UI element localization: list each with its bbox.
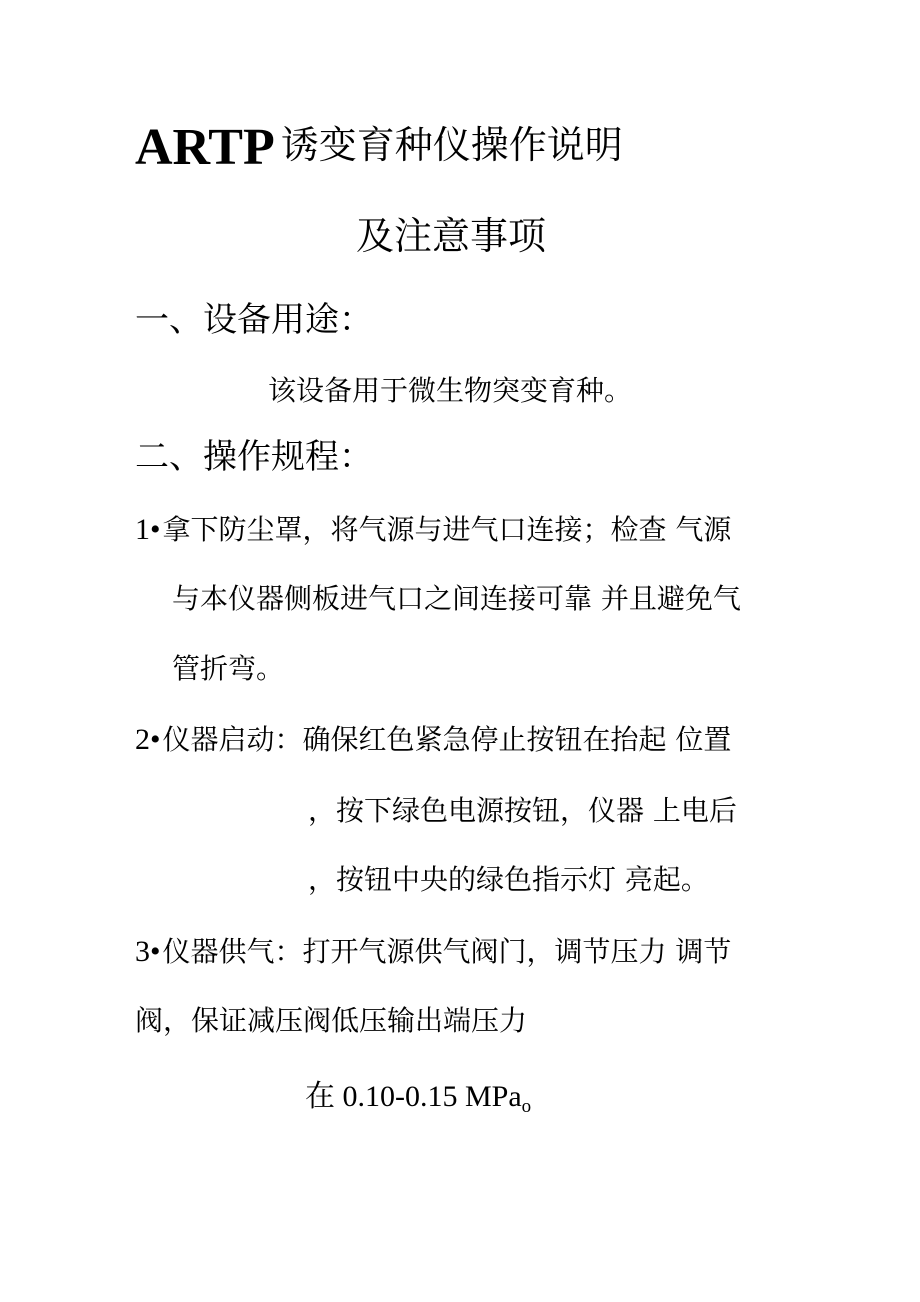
title-rest: 诱变育种仪操作说明 <box>280 123 623 167</box>
pressure-range <box>305 1082 531 1116</box>
step-3-text-1: 仪器供气：打开气源供气阀门，调节压力 调节 <box>162 935 732 968</box>
section-1-body: 该设备用于微生物突变育种。 <box>268 374 633 407</box>
document-title-line-2: 及注意事项 <box>356 214 547 258</box>
step-3-number: 3• <box>135 935 161 968</box>
step-1-text-1: 拿下防尘罩，将气源与进气口连接；检查 气源 <box>162 513 732 546</box>
section-2-heading: 二、操作规程： <box>135 437 373 477</box>
step-2-number: 2• <box>135 723 161 756</box>
step-1-line-3: 管折弯。 <box>172 652 285 685</box>
step-1-line-1 <box>135 515 731 545</box>
step-2-text-1: 仪器启动：确保红色紧急停止按钮在抬起 位置 <box>162 723 732 756</box>
pressure-range-text: 在 0.10-0.15 MPa <box>305 1080 522 1113</box>
step-2-line-3: ，按钮中央的绿色指示灯 亮起。 <box>308 863 709 896</box>
document-title-line-1 <box>135 119 623 176</box>
pressure-range-suffix: o <box>521 1096 532 1117</box>
step-3-line-2: 阀，保证减压阀低压输出端压力 <box>135 1004 528 1037</box>
step-2-line-1 <box>135 725 731 755</box>
step-1-line-2: 与本仪器侧板进气口之间连接可靠 并且避免气 <box>172 582 741 615</box>
step-3-line-1 <box>135 937 731 967</box>
title-latin: ARTP <box>135 119 275 176</box>
section-1-heading: 一、设备用途： <box>135 300 373 340</box>
step-1-number: 1• <box>135 513 161 546</box>
step-2-line-2: ，按下绿色电源按钮，仪器 上电后 <box>308 794 737 827</box>
